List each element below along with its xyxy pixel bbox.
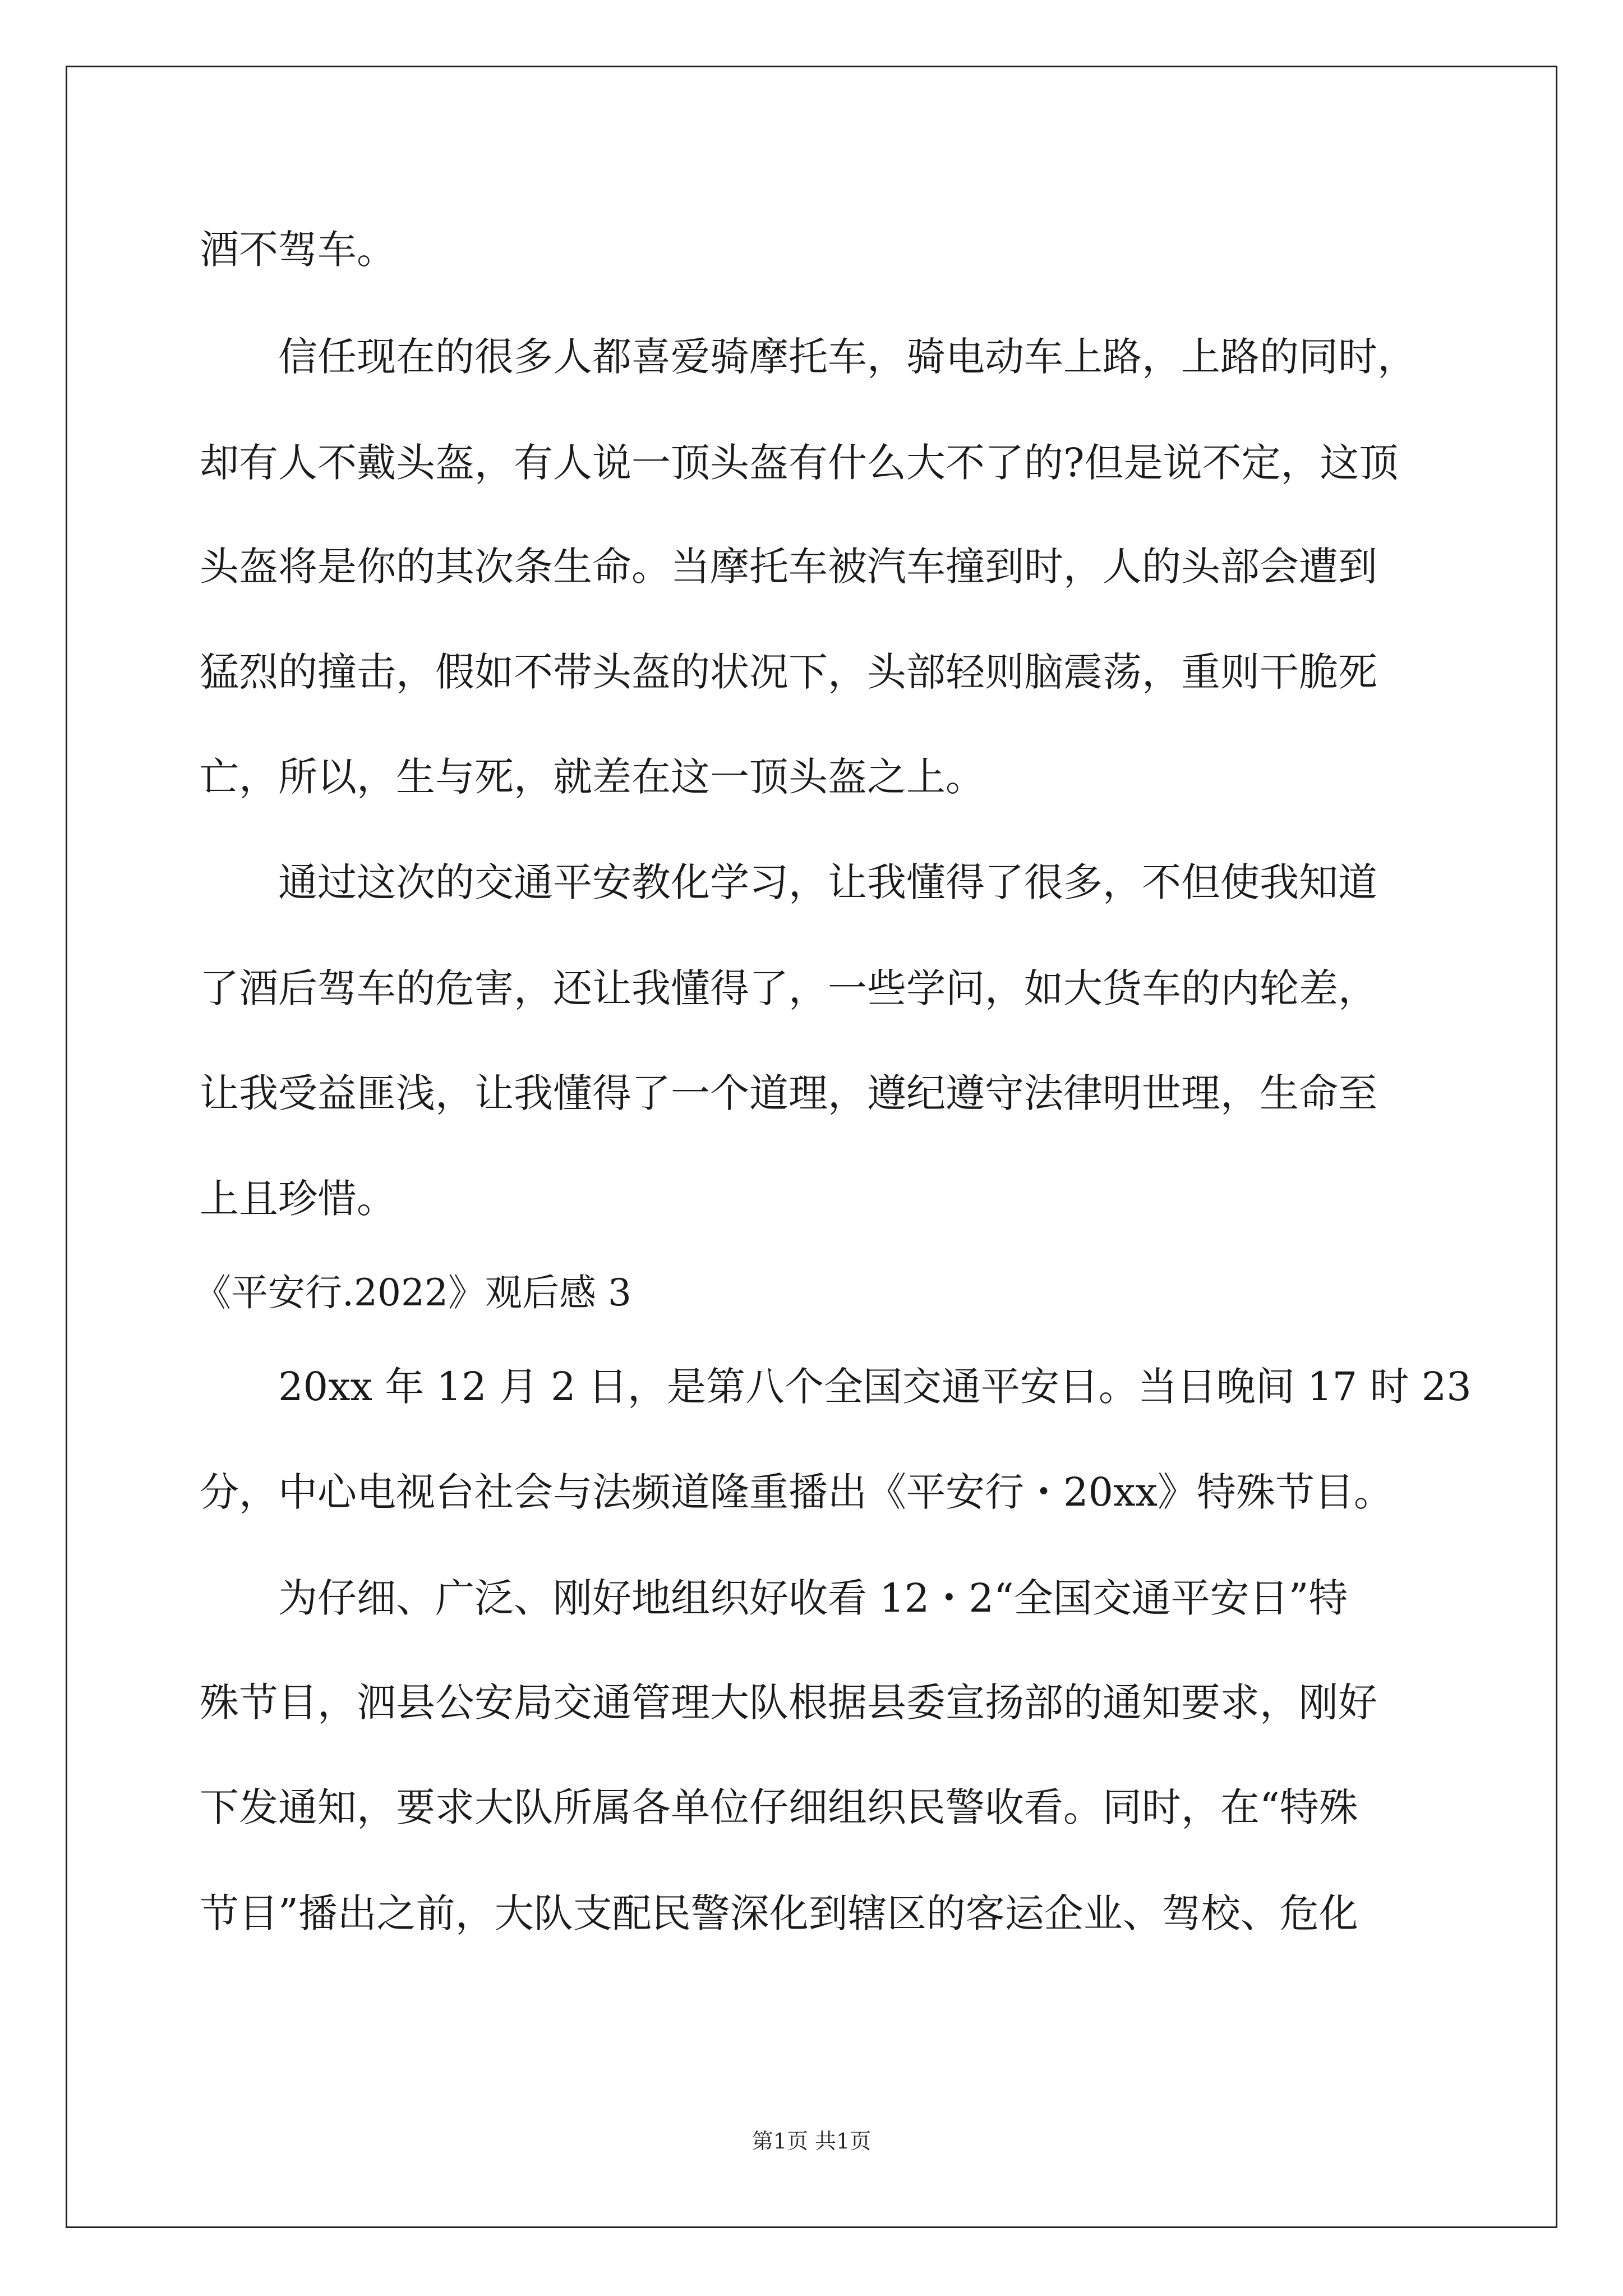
text-line: 让我受益匪浅，让我懂得了一个道理，遵纪遵守法律明世理，生命至 [200, 1070, 1377, 1116]
text-line: 了酒后驾车的危害，还让我懂得了，一些学问，如大货车的内轮差， [200, 965, 1377, 1011]
text-line: 下发通知，要求大队所属各单位仔细组织民警收看。同时，在“特殊 [200, 1784, 1358, 1830]
text-line: 为仔细、广泛、刚好地组织好收看 12・2“全国交通平安日”特 [278, 1575, 1348, 1621]
text-line: 猛烈的撞击，假如不带头盔的状况下，头部轻则脑震荡，重则干脆死 [200, 649, 1377, 695]
text-line: 却有人不戴头盔，有人说一顶头盔有什么大不了的?但是说不定，这顶 [200, 440, 1399, 486]
section-heading: 《平安行.2022》观后感 3 [194, 1271, 631, 1314]
text-line: 分，中心电视台社会与法频道隆重播出《平安行・20xx》特殊节目。 [200, 1469, 1394, 1515]
text-line: 头盔将是你的其次条生命。当摩托车被汽车撞到时，人的头部会遭到 [200, 544, 1377, 590]
text-line: 信任现在的很多人都喜爱骑摩托车，骑电动车上路，上路的同时， [278, 334, 1417, 380]
page-footer: 第1页 共1页 [751, 2129, 872, 2154]
text-line: 节目”播出之前，大队支配民警深化到辖区的客运企业、驾校、危化 [200, 1890, 1358, 1936]
text-line: 通过这次的交通平安教化学习，让我懂得了很多，不但使我知道 [278, 859, 1377, 905]
text-line: 20xx 年 12 月 2 日，是第八个全国交通平安日。当日晚间 17 时 23 [278, 1364, 1472, 1410]
text-line: 亡，所以，生与死，就差在这一顶头盔之上。 [200, 754, 985, 800]
text-line: 殊节目，泗县公安局交通管理大队根据县委宣扬部的通知要求，刚好 [200, 1680, 1377, 1726]
text-line: 酒不驾车。 [200, 227, 396, 273]
text-line: 上且珍惜。 [200, 1176, 396, 1222]
